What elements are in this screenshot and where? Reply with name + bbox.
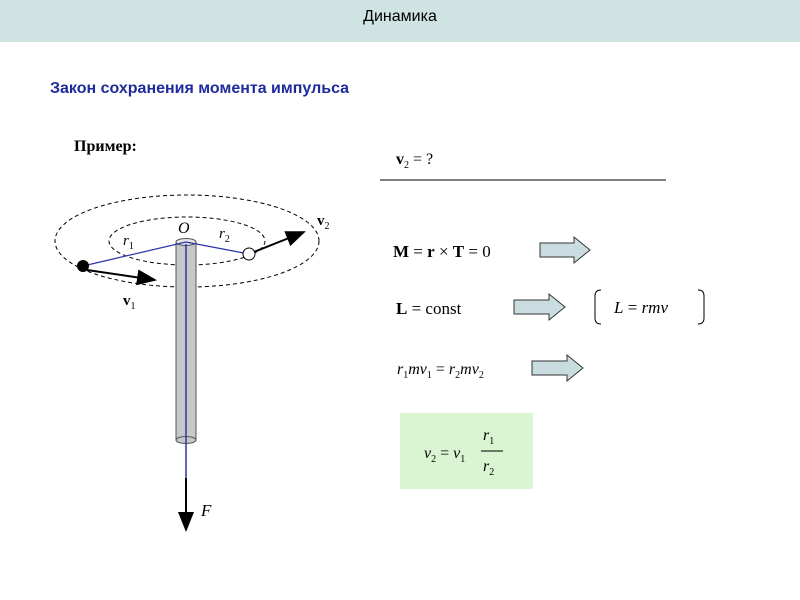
implies-arrow-3: [532, 355, 583, 381]
result-lhs: $v_2 = v_1$: [424, 445, 466, 465]
center-label-O: O: [178, 220, 190, 237]
ball-position-2: [243, 248, 255, 260]
force-label-F: F: [201, 501, 212, 520]
example-label: Пример:: [74, 138, 137, 155]
momentum-equation: L = const: [396, 299, 462, 318]
implies-arrow-1: [540, 237, 590, 263]
page-title: Динамика: [363, 8, 437, 25]
definition-bracket-right: [698, 290, 704, 324]
radius-r1-label: $r_1$: [123, 233, 134, 252]
implies-arrow-2: [514, 294, 565, 320]
equations-panel: [380, 151, 704, 489]
rotation-diagram: [55, 195, 330, 530]
momentum-definition: L = rmv: [614, 298, 669, 317]
radius-r2-label: $r_2$: [219, 226, 230, 245]
velocity-v2-arrow: [254, 232, 304, 252]
definition-bracket-left: [595, 290, 601, 324]
velocity-v2-label: $v_2$: [317, 213, 330, 232]
question-equation: $v_2$ = ?: [396, 151, 434, 171]
result-box: [400, 413, 533, 489]
relation-equation: $r_1mv_1 = r_2mv_2$: [397, 361, 484, 381]
slide-subtitle: Закон сохранения момента импульса: [50, 80, 350, 97]
result-denominator: $r_2$: [483, 458, 495, 478]
result-numerator: $r_1$: [483, 427, 495, 447]
velocity-v1-label: $v_1$: [123, 293, 136, 312]
torque-equation: M = r × T = 0: [393, 242, 491, 261]
radius-r1-line: [83, 242, 186, 266]
